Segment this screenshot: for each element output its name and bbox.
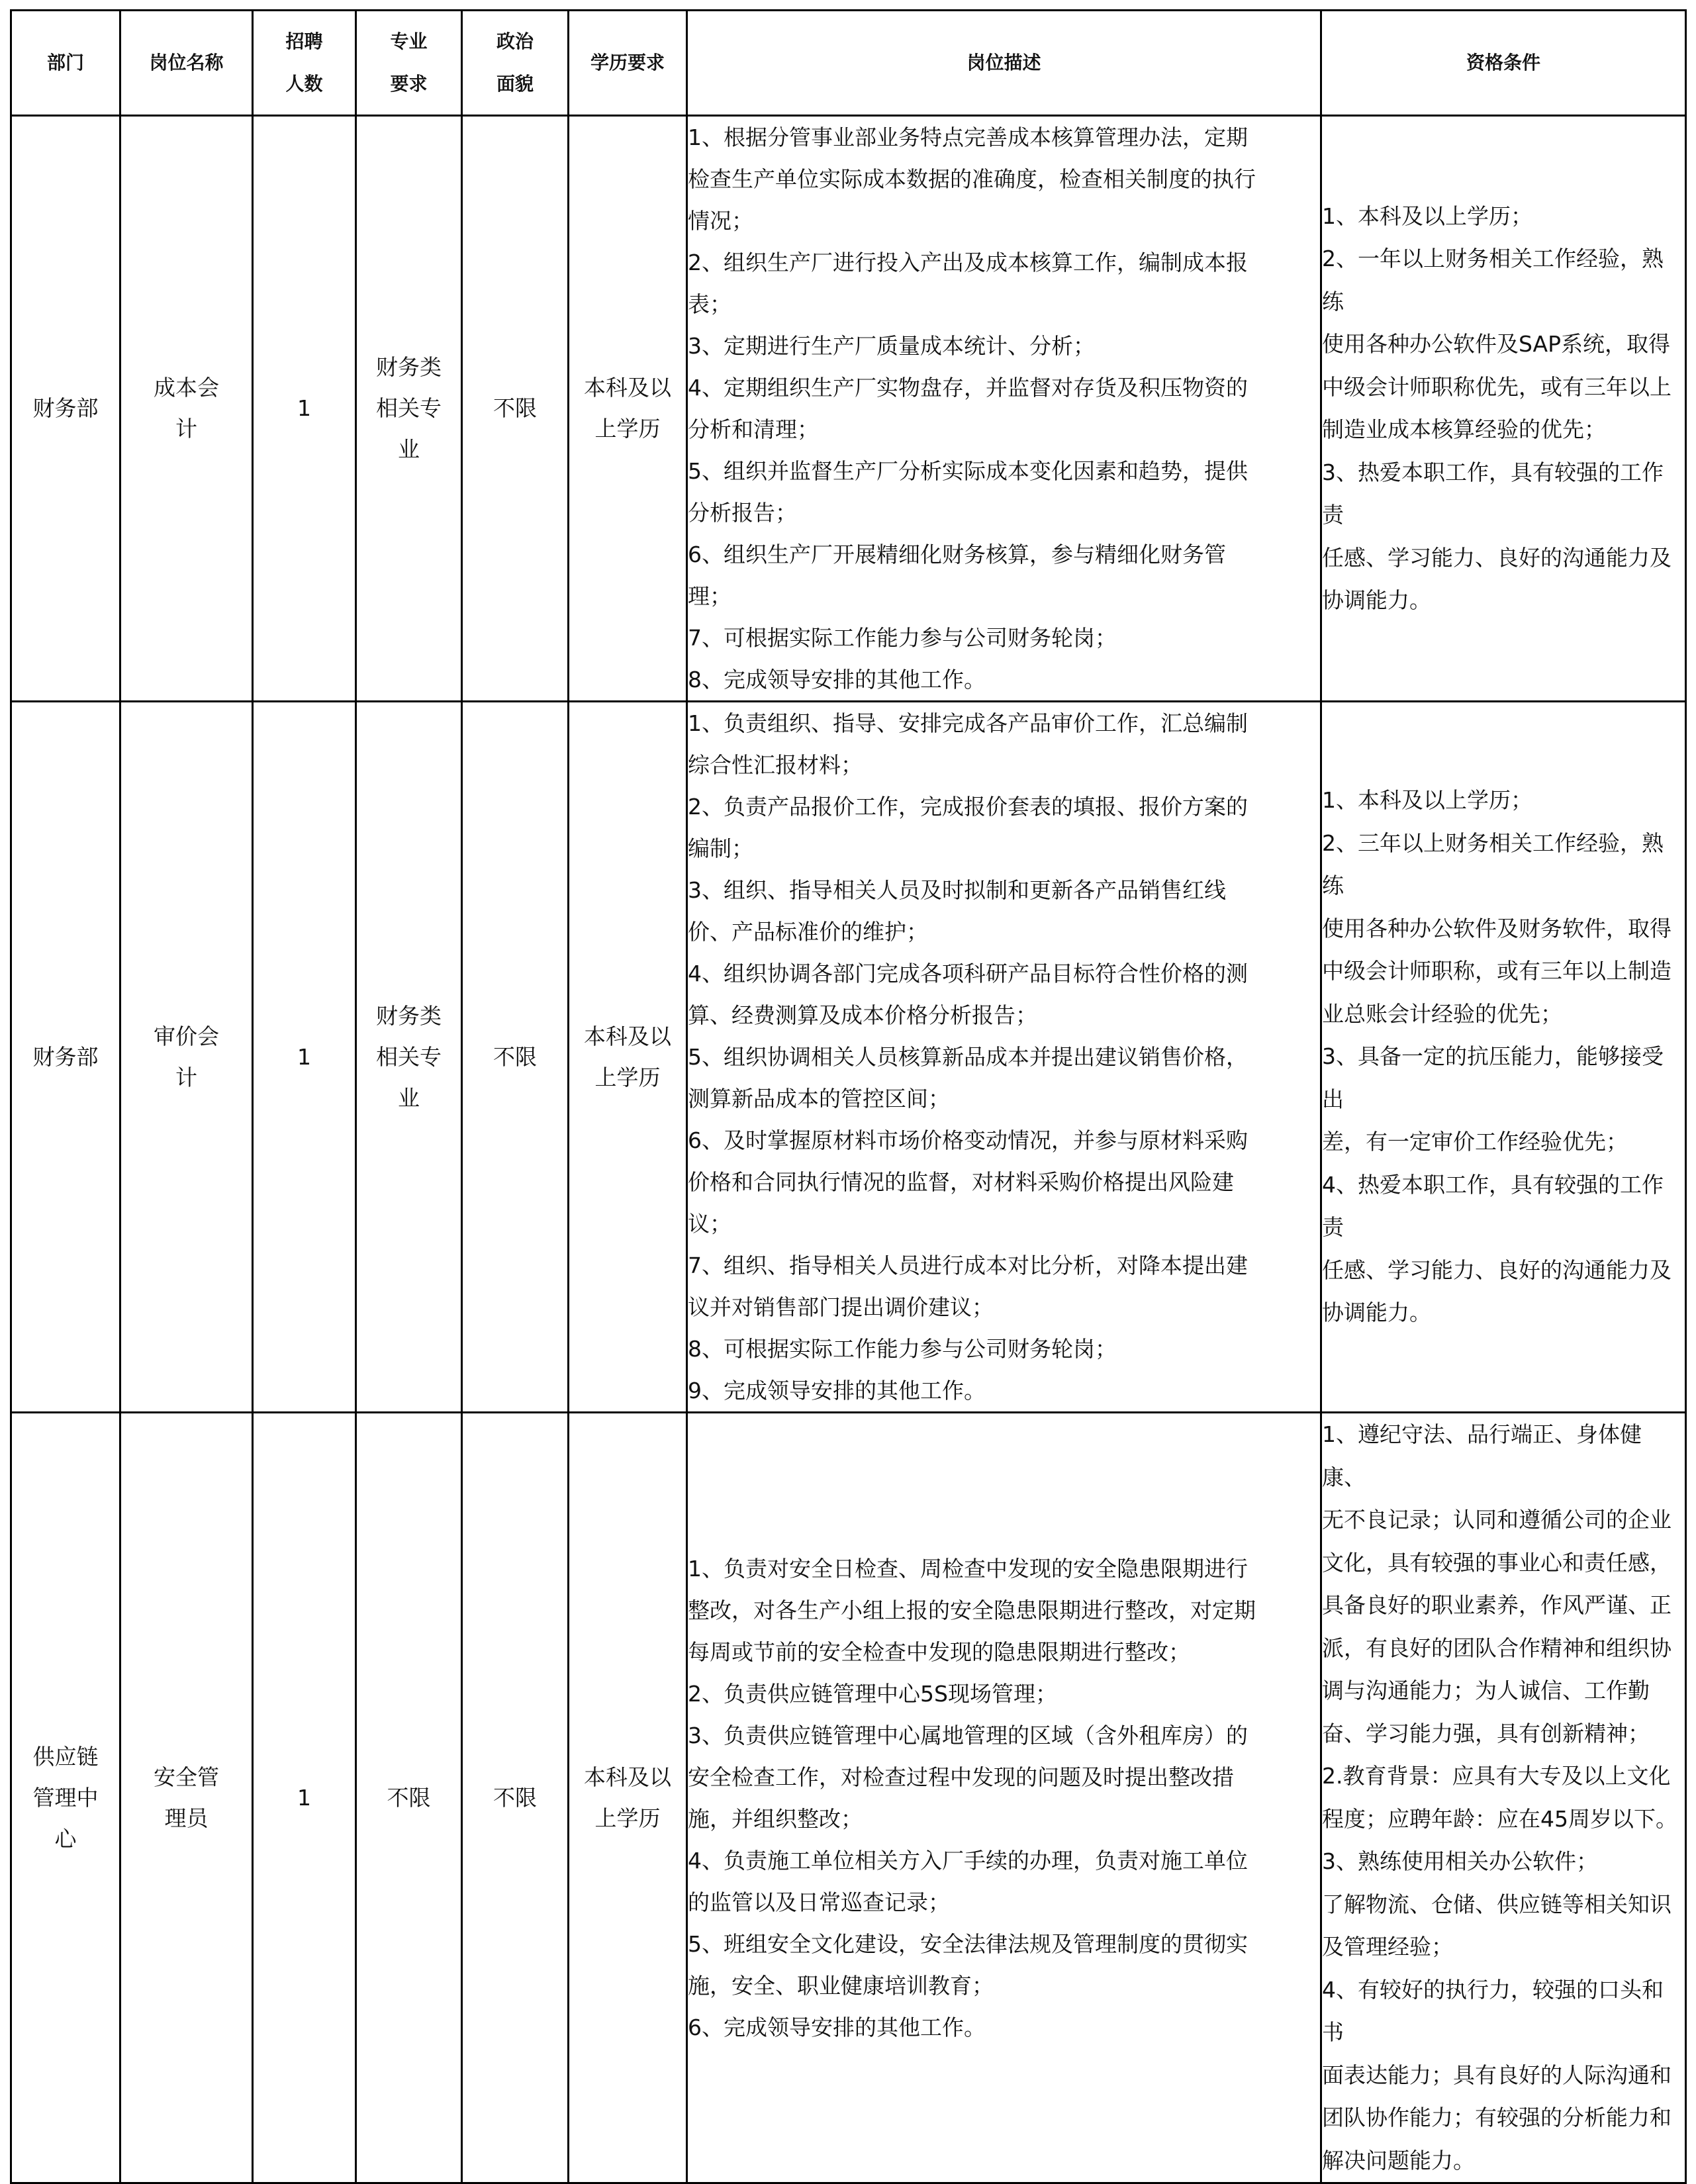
headcount-cell xyxy=(253,1413,356,2183)
description-cell-line: 3、负责供应链管理中心属地管理的区域（含外租库房）的 xyxy=(688,1722,1248,1748)
description-cell-line: 2、负责产品报价工作，完成报价套表的填报、报价方案的 xyxy=(688,794,1248,820)
position-cell-line: 审价会 xyxy=(154,1023,219,1049)
header-description-label: 岗位描述 xyxy=(966,52,1041,73)
qualifications-cell-line: 业总账会计经验的优先； xyxy=(1322,1000,1562,1027)
description-cell-line: 4、组织协调各部门完成各项科研产品目标符合性价格的测 xyxy=(688,961,1248,986)
description-cell-line: 议并对销售部门提出调价建议； xyxy=(688,1294,994,1320)
description-cell-line: 检查生产单位实际成本数据的准确度，检查相关制度的执行 xyxy=(688,166,1256,192)
education-cell-line: 本科及以 xyxy=(584,375,671,401)
description-cell-line: 5、班组安全文化建设，安全法律法规及管理制度的贯彻实 xyxy=(688,1930,1248,1957)
headcount-cell xyxy=(253,116,356,702)
dept-cell xyxy=(11,1413,120,2183)
qualifications-cell-line: 协调能力。 xyxy=(1322,587,1431,613)
dept-cell-line: 财务部 xyxy=(32,1043,99,1070)
major-cell-line: 业 xyxy=(398,1084,420,1111)
description-cell-line: 施，并组织整改； xyxy=(688,1805,863,1832)
description-cell-line: 4、定期组织生产厂实物盘存，并监督对存货及积压物资的 xyxy=(688,375,1248,401)
qualifications-cell-line: 1、本科及以上学历； xyxy=(1322,787,1532,814)
qualifications-cell-line: 2.教育背景：应具有大专及以上文化 xyxy=(1322,1763,1671,1789)
description-cell-line: 情况； xyxy=(688,208,753,234)
education-cell-line: 本科及以 xyxy=(584,1764,671,1790)
header-qualifications xyxy=(1321,11,1686,116)
description-cell-line: 编制； xyxy=(688,835,753,861)
header-education xyxy=(569,11,687,116)
political-cell xyxy=(462,702,569,1413)
description-cell-line: 6、完成领导安排的其他工作。 xyxy=(688,2014,986,2040)
dept-cell-line: 管理中 xyxy=(32,1784,99,1811)
dept-cell-line: 供应链 xyxy=(32,1743,99,1770)
header-major-line: 专业 xyxy=(390,30,428,52)
description-cell-line: 分析和清理； xyxy=(688,416,819,442)
qualifications-cell-line: 面表达能力；具有良好的人际沟通和 xyxy=(1322,2062,1672,2088)
description-cell-line: 5、组织协调相关人员核算新品成本并提出建议销售价格， xyxy=(688,1044,1248,1070)
qualifications-cell xyxy=(1321,1413,1686,2183)
qualifications-cell-line: 任感、学习能力、良好的沟通能力及 xyxy=(1322,544,1672,571)
qualifications-cell-line: 任感、学习能力、良好的沟通能力及 xyxy=(1322,1257,1672,1283)
description-cell-line: 安全检查工作，对检查过程中发现的问题及时提出整改措 xyxy=(688,1764,1234,1790)
header-headcount-line: 人数 xyxy=(285,73,323,95)
header-row xyxy=(11,11,1686,116)
header-education-label: 学历要求 xyxy=(590,52,665,73)
qualifications-cell xyxy=(1321,702,1686,1413)
description-cell-line: 的监管以及日常巡查记录； xyxy=(688,1889,950,1915)
major-cell xyxy=(356,702,462,1413)
political-cell xyxy=(462,116,569,702)
header-major xyxy=(356,11,462,116)
education-cell xyxy=(569,1413,687,2183)
qualifications-cell-line: 及管理经验； xyxy=(1322,1934,1453,1960)
description-cell-line: 算、经费测算及成本价格分析报告； xyxy=(688,1002,1037,1028)
description-cell-line: 8、可根据实际工作能力参与公司财务轮岗； xyxy=(688,1336,1117,1362)
description-cell xyxy=(687,702,1321,1413)
qualifications-cell-line: 具备良好的职业素养，作风严谨、正 xyxy=(1322,1592,1672,1618)
major-cell-line: 相关专 xyxy=(376,1043,442,1070)
qualifications-cell-line: 中级会计师职称，或有三年以上制造 xyxy=(1322,958,1672,984)
major-cell xyxy=(356,1413,462,2183)
major-cell xyxy=(356,116,462,702)
qualifications-cell-line: 协调能力。 xyxy=(1322,1300,1431,1326)
qualifications-cell-line: 文化，具有较强的事业心和责任感， xyxy=(1322,1549,1672,1576)
description-cell-line: 1、根据分管事业部业务特点完善成本核算管理办法，定期 xyxy=(688,124,1248,150)
education-cell-line: 上学历 xyxy=(594,416,661,442)
dept-cell-line: 财务部 xyxy=(32,395,99,421)
description-cell-line: 8、完成领导安排的其他工作。 xyxy=(688,667,986,692)
table-row xyxy=(11,1413,1686,2183)
description-cell-line: 施，安全、职业健康培训教育； xyxy=(688,1972,994,1999)
position-cell-line: 安全管 xyxy=(154,1764,219,1790)
qualifications-cell-line: 2、三年以上财务相关工作经验，熟练 xyxy=(1322,830,1664,899)
headcount-cell-value: 1 xyxy=(297,395,311,421)
position-cell-line: 理员 xyxy=(164,1805,209,1831)
header-political xyxy=(462,11,569,116)
header-description xyxy=(687,11,1321,116)
description-cell-line: 价、产品标准价的维护； xyxy=(688,919,928,945)
description-cell-line: 2、负责供应链管理中心5S现场管理； xyxy=(688,1680,1057,1707)
qualifications-cell-line: 1、遵纪守法、品行端正、身体健康、 xyxy=(1322,1421,1642,1490)
qualifications-cell-line: 4、热爱本职工作，具有较强的工作责 xyxy=(1322,1171,1664,1241)
description-cell xyxy=(687,1413,1321,2183)
description-cell-line: 议； xyxy=(688,1211,731,1237)
education-cell xyxy=(569,116,687,702)
qualifications-cell-line: 2、一年以上财务相关工作经验，熟练 xyxy=(1322,246,1664,314)
qualifications-cell-line: 无不良记录；认同和遵循公司的企业 xyxy=(1322,1507,1672,1533)
description-cell-line: 3、定期进行生产厂质量成本统计、分析； xyxy=(688,333,1095,359)
dept-cell-line: 心 xyxy=(54,1825,77,1852)
major-cell-line: 财务类 xyxy=(376,1002,442,1029)
qualifications-cell-line: 3、具备一定的抗压能力，能够接受出 xyxy=(1322,1043,1664,1112)
qualifications-cell-line: 3、熟练使用相关办公软件； xyxy=(1322,1848,1598,1874)
qualifications-cell-line: 使用各种办公软件及SAP系统，取得 xyxy=(1322,331,1671,357)
description-cell-line: 表； xyxy=(688,291,731,317)
qualifications-cell-line: 1、本科及以上学历； xyxy=(1322,203,1532,229)
description-cell-line: 7、组织、指导相关人员进行成本对比分析，对降本提出建 xyxy=(688,1253,1248,1278)
table-row xyxy=(11,116,1686,702)
description-cell-line: 3、组织、指导相关人员及时拟制和更新各产品销售红线 xyxy=(688,877,1226,903)
major-cell-line: 相关专 xyxy=(376,395,442,421)
qualifications-cell-line: 制造业成本核算经验的优先； xyxy=(1322,416,1606,442)
description-cell-line: 1、负责对安全日检查、周检查中发现的安全隐患限期进行 xyxy=(688,1555,1248,1582)
header-dept xyxy=(11,11,120,116)
header-position xyxy=(120,11,253,116)
position-cell xyxy=(120,1413,253,2183)
headcount-cell xyxy=(253,702,356,1413)
description-cell-line: 测算新品成本的管控区间； xyxy=(688,1086,950,1112)
political-cell-value: 不限 xyxy=(493,1784,537,1811)
header-headcount-line: 招聘 xyxy=(285,30,323,52)
description-cell-line: 理； xyxy=(688,583,731,609)
header-qualifications-label: 资格条件 xyxy=(1466,52,1540,73)
political-cell-value: 不限 xyxy=(493,1043,537,1070)
position-cell xyxy=(120,116,253,702)
description-cell xyxy=(687,116,1321,702)
major-cell-line: 业 xyxy=(398,436,420,462)
description-cell-line: 9、完成领导安排的其他工作。 xyxy=(688,1378,986,1403)
qualifications-cell-line: 派，有良好的团队合作精神和组织协 xyxy=(1322,1635,1672,1661)
description-cell-line: 分析报告； xyxy=(688,500,797,526)
qualifications-cell-line: 奋、学习能力强，具有创新精神； xyxy=(1322,1720,1650,1746)
major-cell-line: 财务类 xyxy=(376,354,442,380)
headcount-cell-value: 1 xyxy=(297,1043,311,1070)
dept-cell xyxy=(11,116,120,702)
qualifications-cell-line: 程度；应聘年龄：应在45周岁以下。 xyxy=(1322,1805,1677,1832)
qualifications-cell-line: 差，有一定审价工作经验优先； xyxy=(1322,1129,1628,1155)
position-cell-line: 计 xyxy=(175,1064,197,1090)
headcount-cell-value: 1 xyxy=(297,1784,311,1811)
qualifications-cell-line: 使用各种办公软件及财务软件，取得 xyxy=(1322,915,1672,941)
description-cell-line: 7、可根据实际工作能力参与公司财务轮岗； xyxy=(688,625,1117,651)
dept-cell xyxy=(11,702,120,1413)
description-cell-line: 5、组织并监督生产厂分析实际成本变化因素和趋势，提供 xyxy=(688,458,1248,484)
political-cell-value: 不限 xyxy=(493,395,537,421)
description-cell-line: 4、负责施工单位相关方入厂手续的办理，负责对施工单位 xyxy=(688,1847,1248,1874)
qualifications-cell-line: 调与沟通能力；为人诚信、工作勤 xyxy=(1322,1678,1650,1703)
description-cell-line: 每周或节前的安全检查中发现的隐患限期进行整改； xyxy=(688,1638,1190,1665)
header-position-label: 岗位名称 xyxy=(149,52,224,73)
table-row xyxy=(11,702,1686,1413)
header-political-line: 政治 xyxy=(496,30,534,52)
position-cell xyxy=(120,702,253,1413)
description-cell-line: 价格和合同执行情况的监督，对材料采购价格提出风险建 xyxy=(688,1169,1234,1195)
position-cell-line: 计 xyxy=(175,416,197,442)
qualifications-cell-line: 解决问题能力。 xyxy=(1322,2147,1475,2173)
header-political-line: 面貌 xyxy=(496,73,534,95)
description-cell-line: 整改，对各生产小组上报的安全隐患限期进行整改，对定期 xyxy=(688,1597,1256,1623)
description-cell-line: 6、组织生产厂开展精细化财务核算，参与精细化财务管 xyxy=(688,542,1226,567)
qualifications-cell-line: 4、有较好的执行力，较强的口头和书 xyxy=(1322,1976,1664,2045)
education-cell-line: 上学历 xyxy=(594,1805,661,1831)
job-postings-table xyxy=(10,9,1687,2184)
header-headcount xyxy=(253,11,356,116)
header-dept-label: 部门 xyxy=(46,52,84,73)
description-cell-line: 6、及时掌握原材料市场价格变动情况，并参与原材料采购 xyxy=(688,1127,1248,1153)
qualifications-cell-line: 中级会计师职称优先，或有三年以上 xyxy=(1322,373,1672,400)
qualifications-cell-line: 3、热爱本职工作，具有较强的工作责 xyxy=(1322,459,1664,528)
qualifications-cell-line: 了解物流、仓储、供应链等相关知识 xyxy=(1322,1891,1672,1917)
education-cell-line: 上学历 xyxy=(594,1064,661,1090)
qualifications-cell-line: 团队协作能力；有较强的分析能力和 xyxy=(1322,2105,1672,2130)
education-cell xyxy=(569,702,687,1413)
political-cell xyxy=(462,1413,569,2183)
education-cell-line: 本科及以 xyxy=(584,1023,671,1049)
position-cell-line: 成本会 xyxy=(154,375,219,401)
description-cell-line: 1、负责组织、指导、安排完成各产品审价工作，汇总编制 xyxy=(688,710,1248,736)
header-major-line: 要求 xyxy=(390,73,428,95)
qualifications-cell xyxy=(1321,116,1686,702)
description-cell-line: 综合性汇报材料； xyxy=(688,752,863,778)
major-cell-line: 不限 xyxy=(387,1784,431,1811)
description-cell-line: 2、组织生产厂进行投入产出及成本核算工作，编制成本报 xyxy=(688,250,1248,275)
